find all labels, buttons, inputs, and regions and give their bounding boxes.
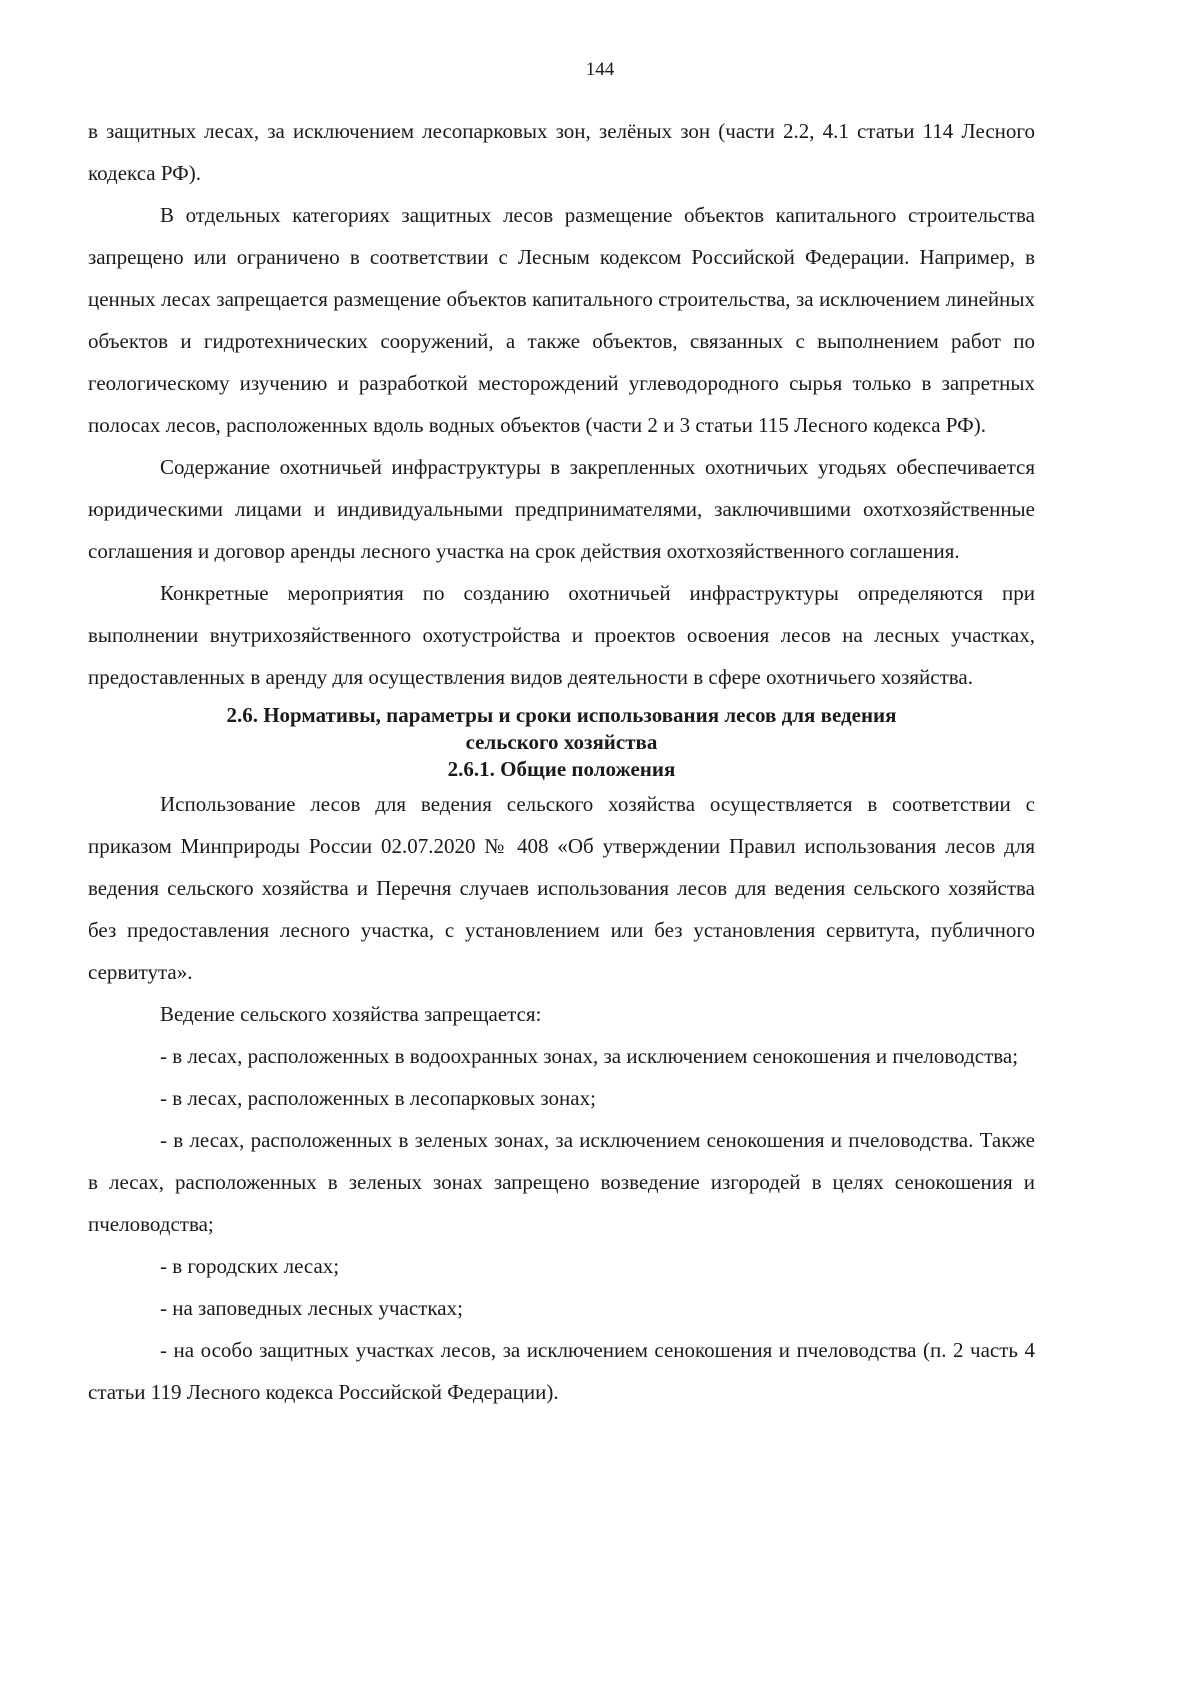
list-item: - в лесах, расположенных в водоохранных зонах, за исключением сенокошения и пчеловодства; [160, 1044, 1019, 1068]
section-heading-line: сельского хозяйства [465, 730, 658, 754]
section-heading-line: 2.6. Нормативы, параметры и сроки использования лесов для ведения [226, 703, 897, 727]
section-heading [88, 702, 1035, 756]
paragraph: В отдельных категориях защитных лесов размещение объектов капитального строительства запрещено или ограничено в соответствии с Лесным кодексом Российской Федерации. Например, в ценных лесах запрещается размещение объектов капитального строительства, за исключением линейных объектов и гидротехнических сооружений, а также объектов, связанных с выполнением работ по геологическому изучению и разработкой месторождений углеводородного сырья только в запретных полосах лесов, расположенных вдоль водных объектов (части 2 и 3 статьи 115 Лесного кодекса РФ). [88, 203, 1035, 437]
page-number: 144 [585, 59, 615, 80]
list-item: - в лесах, расположенных в лесопарковых зонах; [160, 1086, 596, 1110]
paragraph: Содержание охотничьей инфраструктуры в закрепленных охотничьих угодьях обеспечивается юридическими лицами и индивидуальными предпринимателями, заключившими охотхозяйственные соглашения и договор аренды лесного участка на срок действия охотхозяйственного соглашения. [88, 455, 1035, 563]
paragraph: Конкретные мероприятия по созданию охотничьей инфраструктуры определяются при выполнении внутрихозяйственного охотустройства и проектов освоения лесов на лесных участках, предоставленных в аренду для осуществления видов деятельности в сфере охотничьего хозяйства. [88, 581, 1035, 689]
subsection-heading: 2.6.1. Общие положения [447, 757, 676, 781]
list-item: - на особо защитных участках лесов, за исключением сенокошения и пчеловодства (п. 2 часть 4 статьи 119 Лесного кодекса Российской Федерации). [88, 1338, 1035, 1404]
paragraph: в защитных лесах, за исключением лесопарковых зон, зелёных зон (части 2.2, 4.1 статьи 114 Лесного кодекса РФ). [88, 119, 1035, 185]
list-item: - в лесах, расположенных в зеленых зонах, за исключением сенокошения и пчеловодства. Также в лесах, расположенных в зеленых зонах запрещено возведение изгородей в целях сенокошения и пчеловодства; [88, 1128, 1035, 1236]
list-item: - на заповедных лесных участках; [160, 1296, 463, 1320]
list-item: - в городских лесах; [160, 1254, 340, 1278]
document-body [88, 110, 1035, 1413]
paragraph: Ведение сельского хозяйства запрещается: [160, 1002, 542, 1026]
paragraph: Использование лесов для ведения сельского хозяйства осуществляется в соответствии с приказом Минприроды России 02.07.2020 № 408 «Об утверждении Правил использования лесов для ведения сельского хозяйства и Перечня случаев использования лесов для ведения сельского хозяйства без предоставления лесного участка, с установлением или без установления сервитута, публичного сервитута». [88, 792, 1035, 984]
